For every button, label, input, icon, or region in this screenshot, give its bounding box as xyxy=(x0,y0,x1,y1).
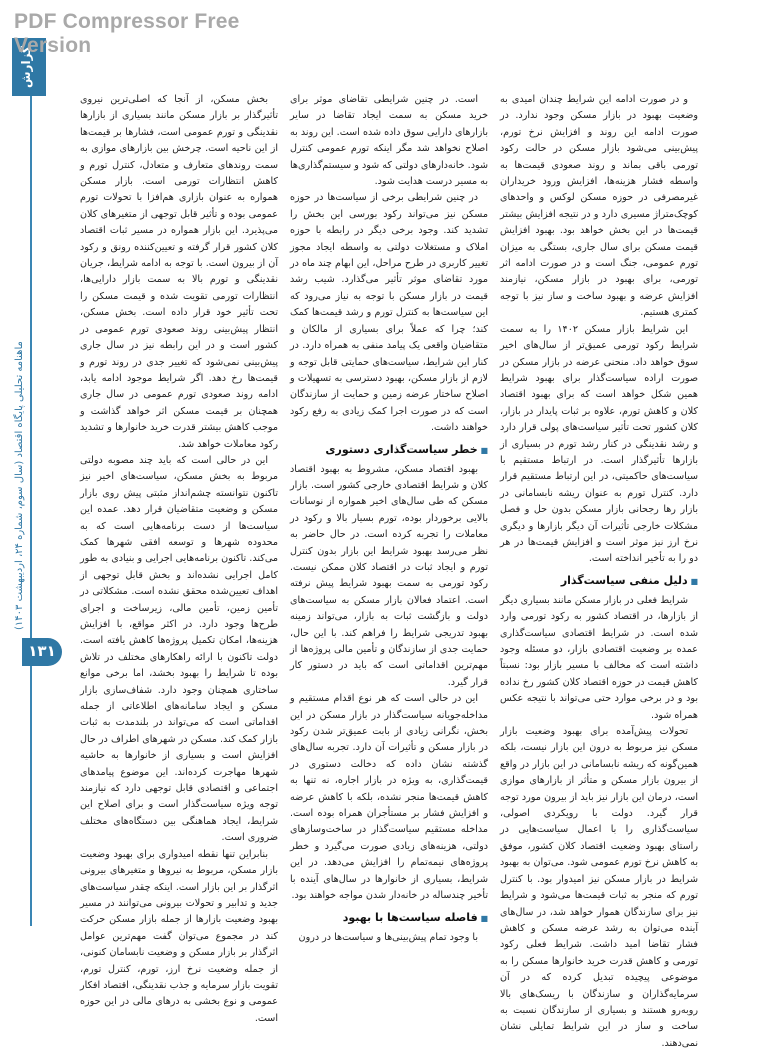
section-heading: ■ فاصله سیاست‌ها با بهبود xyxy=(290,909,488,928)
paragraph: بخش مسکن، از آنجا که اصلی‌ترین نیروی تأثیرگذار بر بازار مسکن مانند بسیاری از بازارها نقدینگی و تورم عمومی است، فشارها بر قیمت‌ها از این ناحیه است. چرخش بین بازارهای موازی به سمت روندهای متعارف و متعادل، کنترل تورم و کاهش انتظارات تورمی است. بازار مسکن همواره به عنوان بازاری هم‌افزا با تحولات تورم عمومی بوده و تأثیر قابل توجهی از متغیرهای کلان می‌پذیرد. این بازار همواره در مسیر ثبات اقتصاد کلان کشور قرار گرفته و تعیین‌کننده رونق و رکود آن از بیرون است. با توجه به ادامه شرایط، جریان نقدینگی و تورم بالا به سمت بازار دارایی‌ها، انتظارات تورمی تقویت شده و قیمت مسکن را تحت تأثیر خود قرار داده است. بخش مسکن، انتظار پیش‌بینی روند صعودی تورم عمومی در کشور است و در این رابطه نیز در سال جاری پیش‌بینی نمی‌شود که تغییر جدی در روند تورم و قیمت‌ها رخ دهد. اگر شرایط موجود ادامه یابد، ادامه روند صعودی تورم عمومی در سال جاری همچنان بر قیمت مسکن اثر خواهد گذاشت و موجب کاهش بیشتر قدرت خرید خانوارها و تشدید رکود معاملات خواهد شد. xyxy=(80,94,278,450)
pdf-compressor-watermark xyxy=(0,0,260,57)
paragraph: شرایط فعلی در بازار مسکن مانند بسیاری دیگر از بازارها، در اقتصاد کشور به رکود تورمی وارد شده است. در شرایط اقتصادی سیاست‌گذاری عمده بر وضعیت اقتصادی بازار، دو مسئله وجود داشته است که مخالف با مسیر بازار بود: نسبتاً کاهش قیمت در حوزه اقتصاد کلان کشور رخ نداده بود و در برخی موارد حتی می‌تواند با نتیجه عکس همراه شود. xyxy=(500,594,698,721)
paragraph: در چنین شرایطی برخی از سیاست‌ها در حوزه مسکن نیز می‌تواند رکود بورسی این بخش را تشدید کند. وجود برخی دیگر در رابطه با حوزه املاک و مستغلات دولتی به واسطه ایجاد مجوز تغییر کاربری در طرح مراحل، این ابهام چند ماه در مورد تقاضای موثر تأثیر می‌گذارد. شیب رشد قیمت در بازار مسکن با توجه به نیاز می‌رود که این سیاست‌ها به کنترل تورم و رشد قیمت‌ها کمک کند؛ چرا که عملاً برای بسیاری از مالکان و متقاضیان واقعی یک پیامد منفی به همراه دارد. در کنار این شرایط، سیاست‌های حمایتی قابل توجه و لازم از بازار مسکن، بهبود دسترسی به تسهیلات و اصلاح ساختار عرضه زمین و حمایت از سازندگان است که در صورت اجرا کمک زیادی به رفع رکود خواهند داشت. xyxy=(290,192,488,434)
paragraph: و در صورت ادامه این شرایط چندان امیدی به وضعیت بهبود در بازار مسکن وجود ندارد. در صورت ادامه این روند و افزایش نرخ تورم، پیش‌بینی می‌شود بازار مسکن در حالت رکود تورمی باقی بماند و روند صعودی قیمت‌ها به واسطه فشار هزینه‌ها، افزایش ورود خریداران غیرمصرفی در حوزه مسکن لوکس و واحدهای کوچک‌متراژ مسیری دارد و در نتیجه افزایش بیشتر قیمت‌ها در این بخش خواهد بود. بهبود افزایش قیمت مسکن برای سال جاری، بستگی به میزان تورم عمومی، جنگ است و در صورت ادامه اثر تورمی، برای بهبود در بازار مسکن، نیازمند افزایش عرضه و بهبود ساخت و ساز نیز با توجه کمتری هستیم. xyxy=(500,94,698,319)
paragraph: این شرایط بازار مسکن ۱۴۰۲ را به سمت شرایط رکود تورمی عمیق‌تر از سال‌های اخیر سوق خواهد داد. منحنی عرضه در بازار مسکن در صورت اراده سیاست‌گذار برای بهبود شرایط همین شکل خواهد است که برای بهبود اقتصاد کلان و کاهش تورم، علاوه بر ثبات پایدار در بازار، کلان کشور تحت تأثیر سیاست‌های پولی قرار دارد و رشد نقدینگی در کنار رشد تورم در بسیاری از بازارها تأثیرگذار است. در ارتباط مستقیم با سیاست‌های حاکمیتی، در این ارتباط مستقیم قرار دارد. کنترل تورم به عنوان ریشه نابسامانی در بازار رها رجحانی بازار مسکن بدون حل و فصل مشکلات خارجی تأثیرات آن دیگر بازارها و دیگری نرخ ارز نیز موثر است و افزایش قیمت‌ها در هر دو را به تأخیر انداخته است. xyxy=(500,323,698,565)
page-number: ۱۳۱ xyxy=(28,642,56,660)
section-heading: ■ دلیل منفی سیاست‌گذار xyxy=(500,572,698,591)
journal-running-head: ماهنامه تحلیلی پایگاه اقتصاد (سال سوم، شماره ۲۴، اردیبهشت ۱۴۰۳) xyxy=(14,341,25,630)
watermark-text: PDF Compressor Free Version xyxy=(14,10,240,57)
paragraph: بنابراین تنها نقطه امیدواری برای بهبود وضعیت بازار مسکن، مربوط به نیروها و متغیرهای بیرونی اثرگذار بر این بازار است. اینکه چقدر سیاست‌های جدید و تدابیر و تحولات بیرونی می‌توانند در مسیر بهبود وضعیت بازارها از جمله بازار مسکن حرکت کند در مجموع می‌توان گفت مهم‌ترین عوامل اثرگذار بر بازار مسکن و وضعیت نابسامان کنونی، از جمله وضعیت نرخ ارز، تورم، کنترل تورم، تقویت بازار سرمایه و جذب نقدینگی، اقتصاد افکار عمومی و نوع بخشی به درهای مالی در این حوزه است. xyxy=(80,848,278,1024)
paragraph: بهبود اقتصاد مسکن، مشروط به بهبود اقتصاد کلان و شرایط اقتصادی خارجی کشور است. بازار مسکن که طی سال‌های اخیر همواره از نوسانات بالایی برخوردار بوده، تورم بسیار بالا و رکود در معاملات را تجربه کرده است. در حال حاضر به نظر می‌رسد بهبود شرایط این بازار بدون کنترل تورم و ایجاد ثبات در اقتصاد کلان ممکن نیست. رکود تورمی به سمت بهبود شرایط پیش نرفته است. اعتماد فعالان بازار مسکن به سیاست‌های دولت و بازگشت ثبات به بازار، می‌تواند زمینه بهبود تدریجی شرایط را فراهم کند. با این حال، حمایت جدی از سازندگان و تأمین مالی پروژه‌ها از مهم‌ترین اقداماتی است که باید در دستور کار قرار گیرد. xyxy=(290,463,488,688)
paragraph: است. در چنین شرایطی تقاضای موثر برای خرید مسکن به سمت ایجاد تقاضا در سایر بازارهای دارایی سوق داده شده است. این روند به اصلاح نخواهد شد مگر اینکه تورم عمومی کنترل شود. خانه‌دارهای دولتی که شود و سیستم‌گذاری‌ها به مسیر درست هدایت شود. xyxy=(290,94,488,188)
paragraph: این در حالی است که باید چند مصوبه دولتی مربوط به بخش مسکن، سیاست‌های اخیر نیز تاکنون نتوانسته چشم‌انداز مثبتی پیش روی بازار مسکن و وضعیت متقاضیان قرار دهد. عمده این سیاست‌ها از دست برنامه‌هایی است که به محدوده شهرها و توسعه افقی شهرها کمک می‌کند. تاکنون برنامه‌هایی اجرایی و بنیادی به طور کامل اجرایی نشده‌اند و بخش قابل توجهی از اهداف تعیین‌شده محقق نشده است. مشکلاتی در تأمین زمین، تأمین مالی، زیرساخت و اجرای طرح‌ها وجود دارد. در اکثر مواقع، با افزایش هزینه‌ها، امکان تکمیل پروژه‌ها کاهش یافته است. دولت تاکنون با ارائه راهکارهای مختلف در تلاش بوده تا شرایط را بهبود بخشد، اما برخی موانع ساختاری همچنان وجود دارد. شفاف‌سازی بازار مسکن و ایجاد سامانه‌های اطلاعاتی از جمله اقداماتی است که می‌تواند در بلندمدت به ثبات بازار کمک کند. مسکن در شهرهای اطراف در حال افزایش است و بسیاری از خانوارها به حاشیه شهرها مهاجرت کرده‌اند. این موضوع پیامدهای اجتماعی و اقتصادی قابل توجهی دارد که نیازمند توجه ویژه سیاست‌گذار است و برای اصلاح این شرایط، ایجاد هماهنگی بین دستگاه‌های مختلف ضروری است. xyxy=(80,454,278,844)
paragraph: با وجود تمام پیش‌بینی‌ها و سیاست‌ها در درون xyxy=(298,931,478,943)
side-divider xyxy=(30,96,32,926)
column-right xyxy=(500,92,698,1049)
section-heading: ■ خطر سیاست‌گذاری دستوری xyxy=(290,441,488,460)
paragraph: این در حالی است که هر نوع اقدام مستقیم و مداخله‌جویانه سیاست‌گذار در بازار مسکن در این بخش، نگرانی زیادی از بابت عمیق‌تر شدن رکود در بازار مسکن و تأثیرات آن دارد. تجربه سال‌های گذشته نشان داده که دخالت دستوری در قیمت‌گذاری، به ویژه در بازار اجاره، نه تنها به کاهش قیمت‌ها منجر نشده، بلکه با کاهش عرضه و افزایش فشار بر مستأجران همراه بوده است. مداخله مستقیم سیاست‌گذار در ساخت‌وسازهای دولتی، هزینه‌های زیادی صورت می‌گیرد و خطر پروژه‌های نیمه‌تمام را افزایش می‌دهد. در این شرایط، بسیاری از خانوارها در سال‌های آینده با تأخیر چندساله در خانه‌دار شدن مواجه خواهند بود. xyxy=(290,693,488,902)
column-middle xyxy=(290,92,488,972)
paragraph: تحولات پیش‌آمده برای بهبود وضعیت بازار مسکن نیز مربوط به درون این بازار نیست، بلکه همین‌گونه که ریشه نابسامانی در این بازار در واقع از بیرون بازار مسکن و متأثر از بازارهای موازی است، درمان این بازار نیز باید از بیرون مورد توجه قرار گیرد. دولت با رویکردی اصولی، سیاست‌گذاری را با اعمال سیاست‌هایی در راستای بهبود وضعیت اقتصاد کلان کشور، موفق به کاهش نرخ تورم عمومی شود. می‌توان به بهبود شرایط در بازار مسکن نیز امیدوار بود. با کنترل تورم که منجر به ثبات قیمت‌ها می‌شود و شرایط نیز برای سازندگان هموار خواهد شد، در سال‌های آینده می‌توان به رشد عرضه مسکن و کاهش فشار تقاضا امید داشت. شرایط فعلی رکود تورمی و کاهش قدرت خرید خانوارها مسکن را به موضوعی پیچیده تبدیل کرده که در آن سرمایه‌گذاران و سازندگان با ریسک‌های بالا روبه‌رو هستند و بسیاری از سازندگان نسبت به ساخت و ساز در این شرایط تمایلی نشان نمی‌دهند. xyxy=(500,726,698,1049)
section-tab-label: گزارش xyxy=(19,45,33,89)
page-number-badge xyxy=(22,638,62,666)
column-left xyxy=(80,92,278,1024)
